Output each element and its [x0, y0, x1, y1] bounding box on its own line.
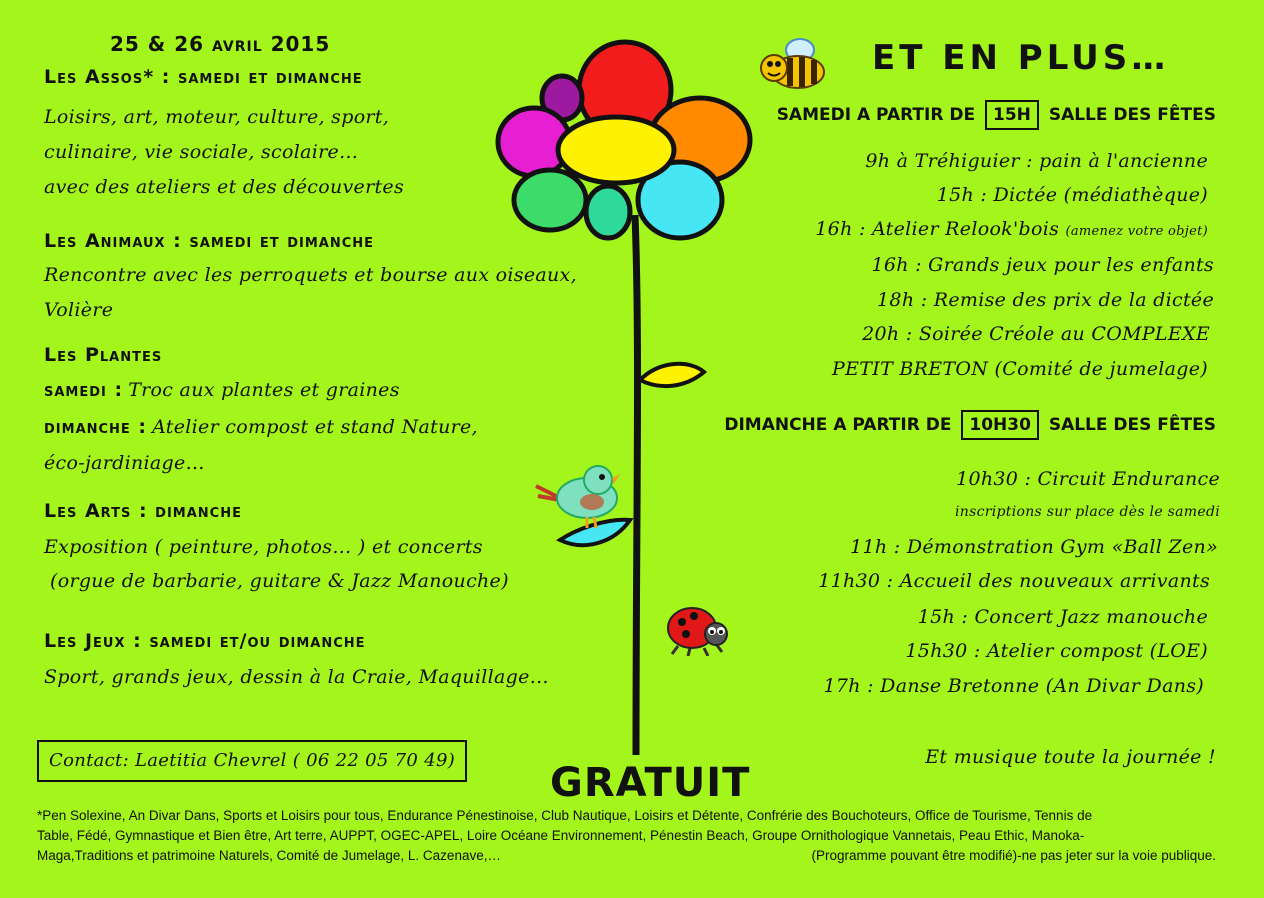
samedi-item-3-note: (amenez votre objet): [1065, 224, 1208, 239]
footer-disclaimer: (Programme pouvant être modifié)-ne pas jeter sur la voie publique.: [811, 848, 1216, 863]
footer-line-1: *Pen Solexine, An Divar Dans, Sports et Loisirs pour tous, Endurance Pénestinoise, Club Nautique, Loisirs et Détente, Confrérie des Bouchoteurs, Office de Tourisme, Tennis de: [37, 808, 1093, 823]
event-date: 25 & 26 avril 2015: [110, 32, 331, 56]
footer-line-2: Table, Fédé, Gymnastique et Bien être, Art terre, AUPPT, OGEC-APEL, Loire Océane Environnement, Pénestin Beach, Groupe Ornithologique Vannetais, Peau Ethic, Manoka-: [37, 828, 1085, 843]
jeux-line-1: Sport, grands jeux, dessin à la Craie, Maquillage…: [44, 666, 549, 688]
dimanche-heading: [724, 410, 1216, 440]
plantes-dimanche-text: Atelier compost et stand Nature,: [152, 416, 478, 438]
dimanche-item-6: 17h : Danse Bretonne (An Divar Dans): [823, 675, 1204, 697]
dimanche-item-1-note: inscriptions sur place dès le samedi: [955, 504, 1220, 520]
samedi-item-4: 16h : Grands jeux pour les enfants: [871, 254, 1214, 276]
dimanche-prefix: DIMANCHE A PARTIR DE: [724, 415, 952, 435]
flower-illustration: [490, 30, 770, 770]
dimanche-item-3: 11h30 : Accueil des nouveaux arrivants: [818, 570, 1210, 592]
et-en-plus-title: ET EN PLUS…: [872, 38, 1170, 78]
upper-leaf: [640, 364, 704, 386]
contact-box: Contact: Laetitia Chevrel ( 06 22 05 70 49): [37, 740, 467, 782]
samedi-heading: [777, 100, 1216, 130]
assos-title: Les Assos* : samedi et dimanche: [44, 66, 363, 88]
samedi-prefix: SAMEDI A PARTIR DE: [776, 105, 976, 125]
animaux-line-2: Volière: [44, 299, 114, 321]
plantes-samedi-row: [44, 373, 400, 408]
samedi-item-3-row: [815, 212, 1208, 249]
arts-line-2: (orgue de barbarie, guitare & Jazz Manouche): [50, 570, 509, 592]
samedi-item-1: 9h à Tréhiguier : pain à l'ancienne: [865, 150, 1208, 172]
bee-icon: [756, 36, 828, 92]
assos-line-2: culinaire, vie sociale, scolaire…: [44, 141, 359, 163]
dimanche-item-5: 15h30 : Atelier compost (LOE): [905, 640, 1208, 662]
samedi-item-7: PETIT BRETON (Comité de jumelage): [832, 358, 1208, 380]
samedi-item-6: 20h : Soirée Créole au COMPLEXE: [862, 323, 1210, 345]
plantes-samedi-text: Troc aux plantes et graines: [128, 379, 400, 401]
samedi-item-2: 15h : Dictée (médiathèque): [936, 184, 1208, 206]
dimanche-item-4: 15h : Concert Jazz manouche: [917, 606, 1208, 628]
plantes-title: Les Plantes: [44, 344, 163, 366]
samedi-time-box: 15H: [985, 100, 1039, 130]
plantes-dimanche-row: [44, 410, 478, 445]
samedi-item-5: 18h : Remise des prix de la dictée: [877, 289, 1214, 311]
animaux-line-1: Rencontre avec les perroquets et bourse aux oiseaux,: [44, 264, 577, 286]
petal-green: [514, 170, 586, 230]
assos-line-1: Loisirs, art, moteur, culture, sport,: [44, 106, 390, 128]
gratuit-label: GRATUIT: [550, 760, 751, 806]
dimanche-item-2: 11h : Démonstration Gym «Ball Zen»: [850, 536, 1218, 558]
flower-stem: [635, 215, 638, 755]
arts-title: Les Arts : dimanche: [44, 500, 242, 522]
musique-text: Et musique toute la journée !: [925, 746, 1216, 768]
footer-line-3: Maga,Traditions et patrimoine Naturels, Comité de Jumelage, L. Cazenave,…: [37, 848, 501, 863]
dimanche-suffix: SALLE DES FÊTES: [1048, 415, 1216, 435]
flower-center: [558, 117, 674, 183]
dimanche-item-1: 10h30 : Circuit Endurance: [956, 468, 1220, 490]
arts-line-1: Exposition ( peinture, photos… ) et concerts: [44, 536, 483, 558]
samedi-suffix: SALLE DES FÊTES: [1048, 105, 1216, 125]
plantes-extra: éco-jardiniage…: [44, 452, 205, 474]
jeux-title: Les Jeux : samedi et/ou dimanche: [44, 630, 366, 652]
animaux-title: Les Animaux : samedi et dimanche: [44, 230, 375, 252]
dimanche-time-box: 10H30: [961, 410, 1039, 440]
assos-line-3: avec des ateliers et des découvertes: [44, 176, 404, 198]
plantes-dimanche-label: dimanche :: [44, 416, 148, 438]
bird-icon: [532, 462, 622, 532]
plantes-samedi-label: samedi :: [44, 379, 124, 401]
ladybug-icon: [664, 604, 730, 656]
petal-teal: [586, 186, 630, 238]
samedi-item-3: 16h : Atelier Relook'bois: [815, 218, 1060, 240]
